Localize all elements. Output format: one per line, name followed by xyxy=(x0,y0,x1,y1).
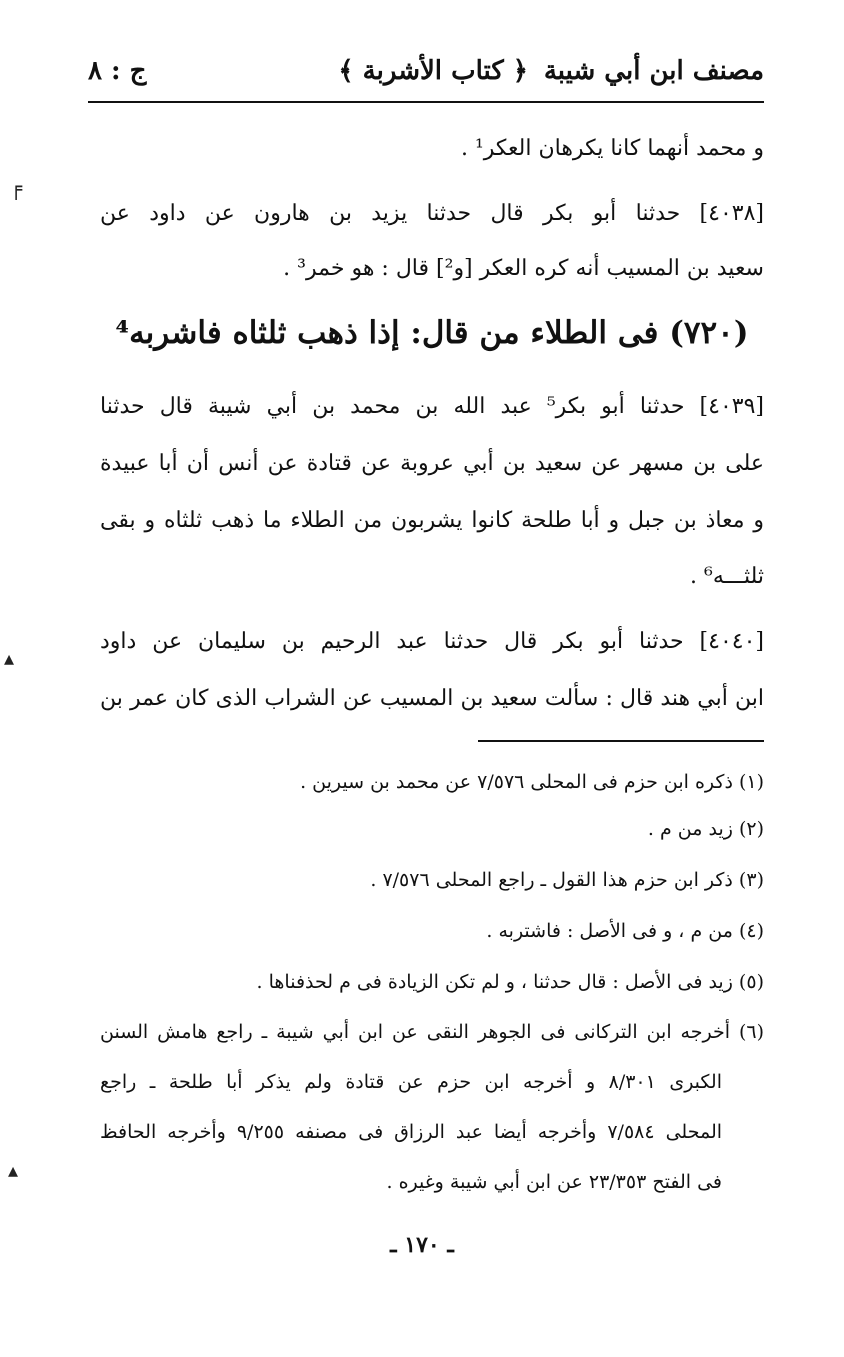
volume-number: ج : ٨ xyxy=(88,56,147,86)
footnote: (٦) أخرجه ابن التركانى فى الجوهر النقى عن ابن أبي شيبة ـ راجع هامش السنن xyxy=(100,1021,764,1043)
footnote: (٥) زيد فى الأصل : قال حدثنا ، و لم تكن الزيادة فى م لحذفناها . xyxy=(256,971,764,993)
footnote-continuation: المحلى ٧/٥٨٤ وأخرجه أيضا عبد الرزاق فى مصنفه ٩/٢٥٥ وأخرجه الحافظ xyxy=(100,1121,723,1143)
margin-mark: ▴ xyxy=(8,1158,19,1182)
page-number: ـ ١٧٠ ـ xyxy=(390,1232,454,1258)
chapter-title: ﴿ كتاب الأشربة ﴾ xyxy=(338,56,528,86)
footnote: (٤) من م ، و فى الأصل : فاشتربه . xyxy=(486,920,764,942)
running-header xyxy=(88,52,764,98)
body-line: و محمد أنهما كانا يكرهان العكر¹ . xyxy=(460,136,764,161)
body-line: [٤٠٤٠] حدثنا أبو بكر قال حدثنا عبد الرحيم بن سليمان عن داود xyxy=(100,629,764,654)
body-line: ابن أبي هند قال : سألت سعيد بن المسيب عن الشراب الذى كان عمر بن xyxy=(100,686,764,711)
footnote-continuation: الكبرى ٨/٣٠١ و أخرجه ابن حزم عن قتادة ولم يذكر أبا طلحة ـ راجع xyxy=(100,1071,722,1093)
section-heading: (٧٢٠) فى الطلاء من قال: إذا ذهب ثلثاه فاشربه⁴ xyxy=(115,315,749,351)
footnote: (٢) زيد من م . xyxy=(647,818,764,840)
footnote: (٣) ذكر ابن حزم هذا القول ـ راجع المحلى ٧/٥٧٦ . xyxy=(370,869,764,891)
body-line: [٤٠٣٨] حدثنا أبو بكر قال حدثنا يزيد بن هارون عن داود عن xyxy=(100,201,764,226)
header-rule xyxy=(88,101,764,103)
margin-mark: ╒ xyxy=(10,176,23,200)
book-title: مصنف ابن أبي شيبة xyxy=(543,56,764,86)
body-line: على بن مسهر عن سعيد بن أبي عروبة عن قتادة عن أنس أن أبا عبيدة xyxy=(100,451,764,476)
body-line: و معاذ بن جبل و أبا طلحة كانوا يشربون من الطلاء ما ذهب ثلثاه و بقى xyxy=(100,508,764,533)
body-line: ثلثـــه⁶ . xyxy=(689,564,764,589)
footnote-rule xyxy=(478,740,764,742)
footnote-continuation: فى الفتح ٢٣/٣٥٣ عن ابن أبي شيبة وغيره . xyxy=(386,1171,722,1193)
body-line: [٤٠٣٩] حدثنا أبو بكر⁵ عبد الله بن محمد بن أبي شيبة قال حدثنا xyxy=(100,394,764,419)
margin-mark: ▴ xyxy=(4,646,15,670)
body-line: سعيد بن المسيب أنه كره العكر [و²] قال : هو خمر³ . xyxy=(283,256,764,281)
footnote: (١) ذكره ابن حزم فى المحلى ٧/٥٧٦ عن محمد بن سيرين . xyxy=(300,771,764,793)
